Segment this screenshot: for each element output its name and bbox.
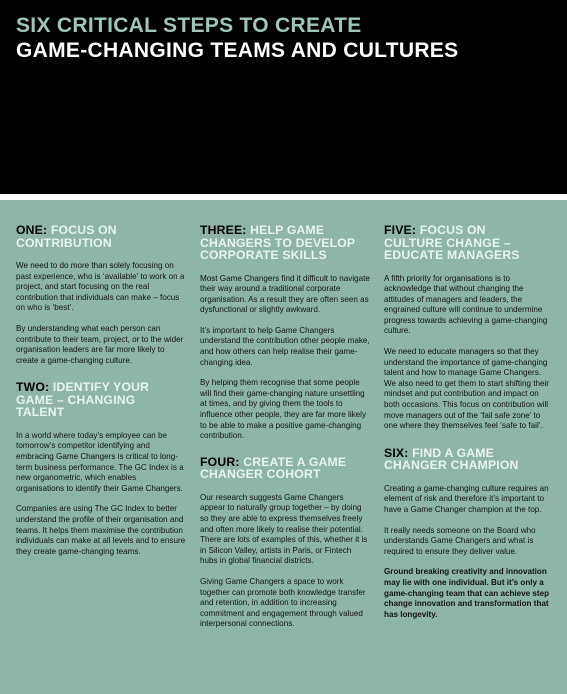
paragraph: Giving Game Changers a space to work together can promote both knowledge transfer and retention, in addition to increasing commitment and engagement through valued interpersonal connections.	[200, 576, 366, 629]
heading-text: CORPORATE SKILLS	[200, 248, 327, 262]
paragraph: It’s important to help Game Changers understand the contribution other people make, and how others can help realise their game-changing idea.	[200, 325, 370, 367]
heading-number: SIX:	[384, 445, 409, 460]
heading-text: CHANGER CHAMPION	[384, 458, 519, 473]
heading-text: FIND A GAME	[412, 445, 494, 460]
heading-five	[384, 224, 554, 262]
heading-text: HELP GAME	[250, 223, 325, 237]
heading-text: CHANGERS TO DEVELOP	[200, 235, 356, 250]
paragraph: In a world where today’s employee can be tomorrow’s competitor identifying and embracing Game Changers is critical to long-term business performance. The GC Index is a new organometric, which enables organisations to identify their Game Changers.	[16, 430, 184, 493]
heading-text: CULTURE CHANGE –	[384, 235, 511, 250]
heading-text: CHANGER COHORT	[200, 467, 321, 482]
heading-text: FOCUS ON	[50, 223, 117, 237]
paragraph: By understanding what each person can contribute to their team, project, or to the wider organisation leaders are far more likely to create a game-changing culture.	[16, 323, 184, 365]
heading-text: CONTRIBUTION	[16, 235, 112, 250]
heading-number: TWO:	[16, 380, 50, 395]
heading-text: GAME – CHANGING	[16, 392, 136, 407]
heading-three	[200, 224, 370, 262]
heading-number: THREE:	[200, 223, 247, 237]
heading-number: FIVE:	[384, 223, 417, 237]
heading-text: CREATE A GAME	[243, 454, 347, 469]
heading-number: FOUR:	[200, 454, 240, 469]
paragraph: Creating a game-changing culture requires an element of risk and therefore it’s important to have a Game Changer champion at the top.	[384, 483, 549, 514]
content-panel	[0, 200, 567, 694]
heading-six	[384, 447, 554, 472]
column-3	[384, 224, 554, 620]
heading-two	[16, 381, 186, 419]
header-banner	[0, 0, 567, 194]
title-line-1: SIX CRITICAL STEPS TO CREATE	[16, 14, 362, 37]
emphasis-paragraph: Ground breaking creativity and innovation may lie with one individual. But it’s only a game-changing team that can achieve step change innovation and transformation that has longevity.	[384, 567, 550, 619]
title-line-2: GAME-CHANGING TEAMS AND CULTURES	[16, 39, 459, 62]
paragraph: By helping them recognise that some people will find their game-changing nature unsettling at times, and by giving them the tools to influence other people, they are far more likely to be able to make a positive game-changing contribution.	[200, 378, 367, 441]
column-2	[200, 224, 370, 630]
heading-text: TALENT	[16, 405, 65, 420]
heading-four	[200, 456, 370, 481]
paragraph: We need to do more than solely focusing on past experience, who is ‘available’ to work on a project, and start focusing on the real contribution that individuals can make – focus on who is ‘best’.	[16, 261, 185, 313]
heading-one	[16, 224, 186, 249]
heading-text: IDENTIFY YOUR	[52, 380, 150, 395]
heading-number: ONE:	[16, 223, 48, 237]
paragraph: Most Game Changers find it difficult to navigate their way around a traditional corporate organisation. As a result they are often seen as dysfunctional or slightly awkward.	[200, 273, 370, 315]
paragraph: Our research suggests Game Changers appear to naturally group together – by doing so they are able to express themselves freely and often more likely to realise their potential. There are lots of examples of this, whether it is in Silicon Valley, artists in Paris, or Fintech hubs in global financial districts.	[200, 492, 368, 566]
paragraph: A fifth priority for organisations is to acknowledge that without changing the attitudes of managers and leaders, the engrained culture will continue to undermine progress towards achieving a game-changing culture.	[384, 273, 548, 336]
paragraph: Companies are using The GC Index to better understand the profile of their organisation and teams. It helps them maximise the contribution individuals can make at all levels and to ensure they create game-changing teams.	[16, 504, 186, 556]
heading-text: EDUCATE MANAGERS	[384, 248, 520, 262]
paragraph: We need to educate managers so that they understand the importance of game-changing talent and how to manage Game Changers. We also need to get them to start shifting their mindset and put contribution and impact on both occasions. This focus on contribution will move managers out of the ‘fail safe zone’ to one where they themselves feel ‘safe to fail’.	[384, 347, 549, 431]
paragraph: It really needs someone on the Board who understands Game Changers and what is required to ensure they deliver value.	[384, 525, 536, 556]
column-1	[16, 224, 186, 557]
heading-text: FOCUS ON	[419, 223, 486, 237]
